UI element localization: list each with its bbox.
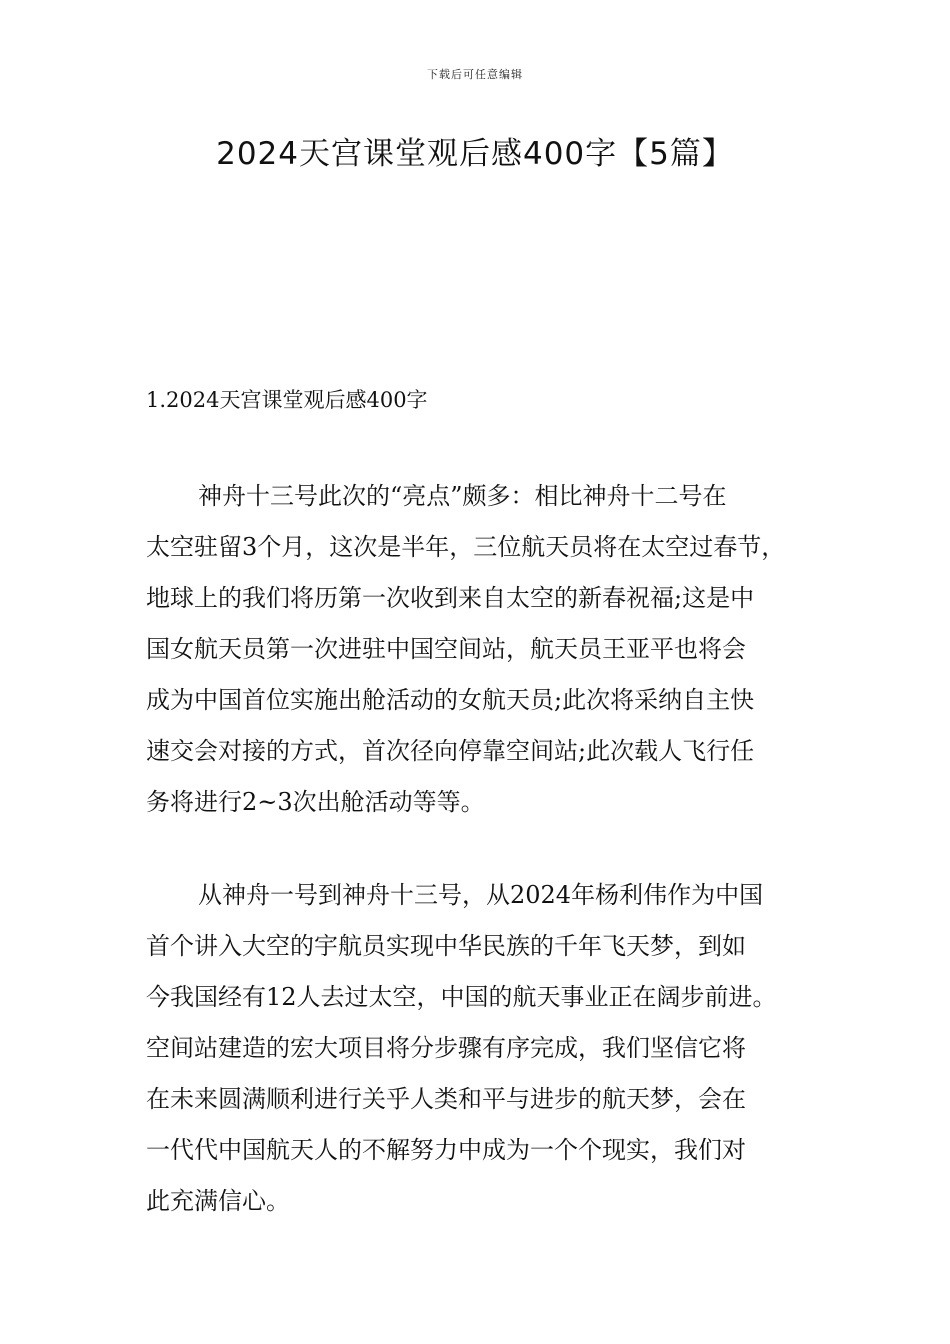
paragraph-line: 地球上的我们将历第一次收到来自太空的新春祝福;这是中 (146, 584, 755, 612)
paragraph-line: 速交会对接的方式，首次径向停靠空间站;此次载人飞行任 (146, 737, 755, 765)
paragraph-line: 在未来圆满顺利进行关乎人类和平与进步的航天梦，会在 (146, 1085, 746, 1113)
paragraph-line: 空间站建造的宏大项目将分步骤有序完成，我们坚信它将 (146, 1034, 746, 1062)
paragraph-line: 从神舟一号到神舟十三号，从2024年杨利伟作为中国 (198, 881, 764, 909)
section-heading: 1.2024天宫课堂观后感400字 (146, 388, 428, 412)
paragraph-line: 今我国经有12人去过太空，中国的航天事业正在阔步前进。 (146, 983, 777, 1011)
paragraph-1 (146, 471, 836, 828)
header-note: 下载后可任意编辑 (427, 68, 523, 81)
document-title: 2024天宫课堂观后感400字【5篇】 (216, 136, 734, 172)
paragraph-line: 神舟十三号此次的“亮点”颇多：相比神舟十二号在 (198, 482, 727, 510)
paragraph-line: 一代代中国航天人的不解努力中成为一个个现实，我们对 (146, 1136, 746, 1164)
paragraph-line: 国女航天员第一次进驻中国空间站，航天员王亚平也将会 (146, 635, 746, 663)
paragraph-line: 首个讲入大空的宇航员实现中华民族的千年飞天梦，到如 (146, 932, 746, 960)
paragraph-line: 成为中国首位实施出舱活动的女航天员;此次将采纳自主快 (146, 686, 755, 714)
paragraph-line: 务将进行2~3次出舱活动等等。 (146, 788, 485, 816)
paragraph-line: 太空驻留3个月，这次是半年，三位航天员将在太空过春节， (146, 533, 786, 561)
paragraph-line: 此充满信心。 (146, 1187, 290, 1215)
paragraph-2 (146, 870, 836, 1227)
